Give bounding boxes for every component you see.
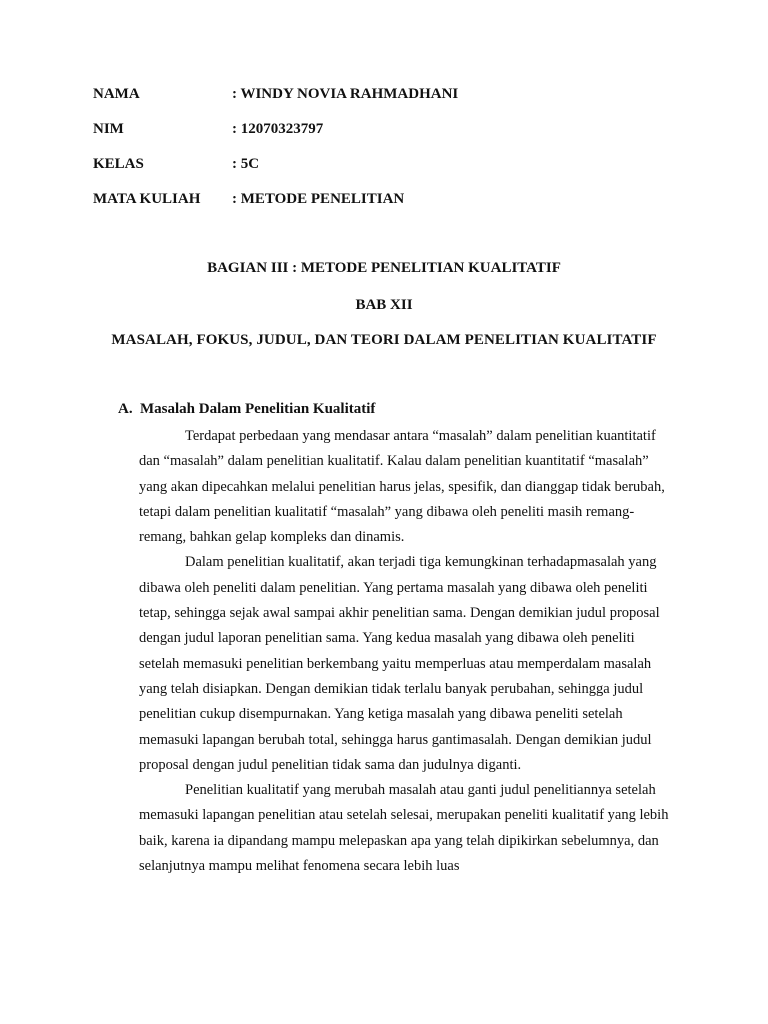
chapter-title: MASALAH, FOKUS, JUDUL, DAN TEORI DALAM PENELITIAN KUALITATIF	[111, 332, 657, 348]
info-value: : WINDY NOVIA RAHMADHANI	[232, 86, 459, 102]
section-heading	[118, 401, 375, 418]
body-text	[139, 424, 673, 879]
part-heading: BAGIAN III : METODE PENELITIAN KUALITATIF	[207, 260, 561, 276]
paragraph: Penelitian kualitatif yang merubah masalah atau ganti judul penelitiannya setelah memasuki lapangan penelitian atau setelah selesai, merupakan peneliti kualitatif yang lebih baik, karena ia dipandang mampu melepaskan apa yang telah dipikirkan sebelumnya, dan selanjutnya mampu melihat fenomena secara lebih luas	[139, 782, 669, 875]
paragraph: Dalam penelitian kualitatif, akan terjadi tiga kemungkinan terhadapmasalah yang dibawa oleh peneliti dalam penelitian. Yang pertama masalah yang dibawa oleh peneliti tetap, sehingga sejak awal sampai akhir penelitian sama. Dengan demikian judul proposal dengan judul laporan penelitian sama. Yang kedua masalah yang dibawa oleh peneliti setelah memasuki penelitian berkembang yaitu memperluas atau memperdalam masalah yang telah disiapkan. Dengan demikian tidak terlalu banyak perubahan, sehingga judul penelitian cukup disempurnakan. Yang ketiga masalah yang dibawa peneliti setelah memasuki lapangan berubah total, sehingga harus gantimasalah. Dengan demikian judul proposal dengan judul penelitian tidak sama dan judulnya diganti.	[139, 554, 660, 773]
info-value: : 12070323797	[232, 121, 324, 137]
info-label: NAMA	[93, 86, 140, 102]
info-label: KELAS	[93, 156, 144, 172]
section-marker: A.	[118, 401, 133, 417]
info-value: : METODE PENELITIAN	[232, 191, 405, 207]
info-label: NIM	[93, 121, 124, 137]
section-title: Masalah Dalam Penelitian Kualitatif	[140, 401, 376, 417]
info-label: MATA KULIAH	[93, 191, 201, 207]
chapter-heading: BAB XII	[355, 297, 413, 313]
paragraph: Terdapat perbedaan yang mendasar antara “masalah” dalam penelitian kuantitatif dan “masalah” dalam penelitian kualitatif. Kalau dalam penelitian kuantitatif “masalah” yang akan dipecahkan melalui penelitian harus jelas, spesifik, dan dianggap tidak berubah, tetapi dalam penelitian kualitatif “masalah” yang dibawa oleh peneliti masih remang-remang, bahkan gelap kompleks dan dinamis.	[139, 428, 665, 546]
info-value: : 5C	[232, 156, 260, 172]
